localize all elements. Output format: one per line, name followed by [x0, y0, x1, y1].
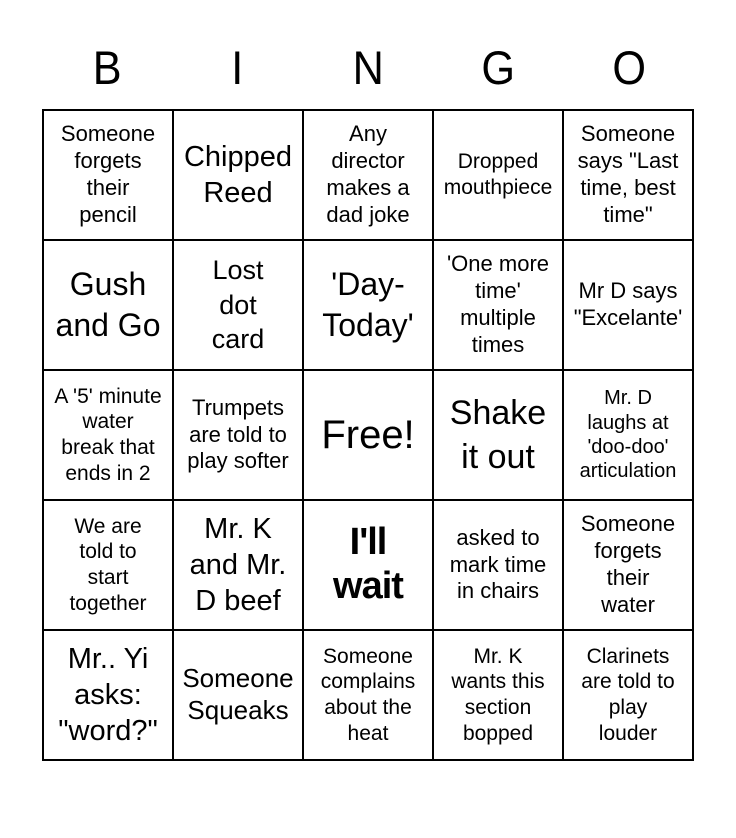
- bingo-cell-r1c3[interactable]: [303, 110, 433, 240]
- bingo-cell-r5c3[interactable]: [303, 630, 433, 760]
- bingo-letter-n: N: [352, 40, 384, 94]
- cell-text: A '5' minute water break that ends in 2: [54, 384, 162, 485]
- bingo-title: [42, 38, 694, 96]
- cell-text: Someone Squeaks: [182, 663, 294, 725]
- cell-text: Gush and Go: [55, 266, 161, 343]
- bingo-cell-r2c3[interactable]: [303, 240, 433, 370]
- cell-text: Mr. D laughs at 'doo-doo' articulation: [579, 387, 677, 483]
- bingo-cell-r3c3-free-space[interactable]: [303, 370, 433, 500]
- bingo-cell-r5c2[interactable]: [173, 630, 303, 760]
- bingo-letter-o: O: [612, 40, 646, 94]
- bingo-cell-r3c1[interactable]: [43, 370, 173, 500]
- cell-text: Clarinets are told to play louder: [581, 644, 675, 745]
- cell-text: 'One more time' multiple times: [446, 251, 550, 357]
- bingo-cell-r3c2[interactable]: [173, 370, 303, 500]
- cell-text: asked to mark time in chairs: [449, 524, 547, 604]
- bingo-cell-r1c1[interactable]: [43, 110, 173, 240]
- bingo-cell-r4c4[interactable]: [433, 500, 563, 630]
- bingo-letter-g: G: [481, 40, 516, 94]
- bingo-cell-r2c2[interactable]: [173, 240, 303, 370]
- bingo-cell-r3c5[interactable]: [563, 370, 693, 500]
- cell-text: Someone forgets their water: [580, 511, 676, 617]
- bingo-cell-r5c4[interactable]: [433, 630, 563, 760]
- bingo-cell-r2c4[interactable]: [433, 240, 563, 370]
- bingo-cell-r2c1[interactable]: [43, 240, 173, 370]
- cell-text: Mr. K and Mr. D beef: [189, 512, 287, 618]
- cell-text: Someone complains about the heat: [320, 644, 416, 745]
- cell-text: Mr.. Yi asks: "word?": [58, 642, 158, 748]
- bingo-cell-r4c5[interactable]: [563, 500, 693, 630]
- bingo-cell-r1c2[interactable]: [173, 110, 303, 240]
- cell-text: Mr. K wants this section bopped: [451, 644, 545, 745]
- bingo-cell-r1c5[interactable]: [563, 110, 693, 240]
- bingo-cell-r2c5[interactable]: [563, 240, 693, 370]
- bingo-cell-r5c5[interactable]: [563, 630, 693, 760]
- bingo-cell-r4c2[interactable]: [173, 500, 303, 630]
- bingo-cell-r4c1[interactable]: [43, 500, 173, 630]
- cell-text: Dropped mouthpiece: [443, 150, 553, 199]
- cell-text: Someone forgets their pencil: [60, 121, 156, 227]
- cell-text: I'll wait: [333, 521, 403, 607]
- cell-text: Someone says "Last time, best time": [577, 121, 679, 227]
- bingo-cell-r3c4[interactable]: [433, 370, 563, 500]
- cell-text: Trumpets are told to play softer: [187, 394, 289, 474]
- cell-text: Any director makes a dad joke: [326, 121, 410, 227]
- cell-text: 'Day- Today': [322, 266, 414, 343]
- bingo-card: [42, 109, 694, 761]
- bingo-letter-b: B: [92, 40, 122, 94]
- cell-text: Free!: [321, 412, 415, 457]
- cell-text: We are told to start together: [69, 514, 147, 615]
- bingo-letter-i: I: [231, 40, 244, 94]
- cell-text: Mr D says "Excelante': [573, 278, 683, 330]
- cell-text: Lost dot card: [211, 255, 265, 355]
- cell-text: Shake it out: [449, 393, 547, 476]
- bingo-cell-r5c1[interactable]: [43, 630, 173, 760]
- cell-text: Chipped Reed: [183, 140, 293, 209]
- bingo-cell-r1c4[interactable]: [433, 110, 563, 240]
- bingo-cell-r4c3[interactable]: [303, 500, 433, 630]
